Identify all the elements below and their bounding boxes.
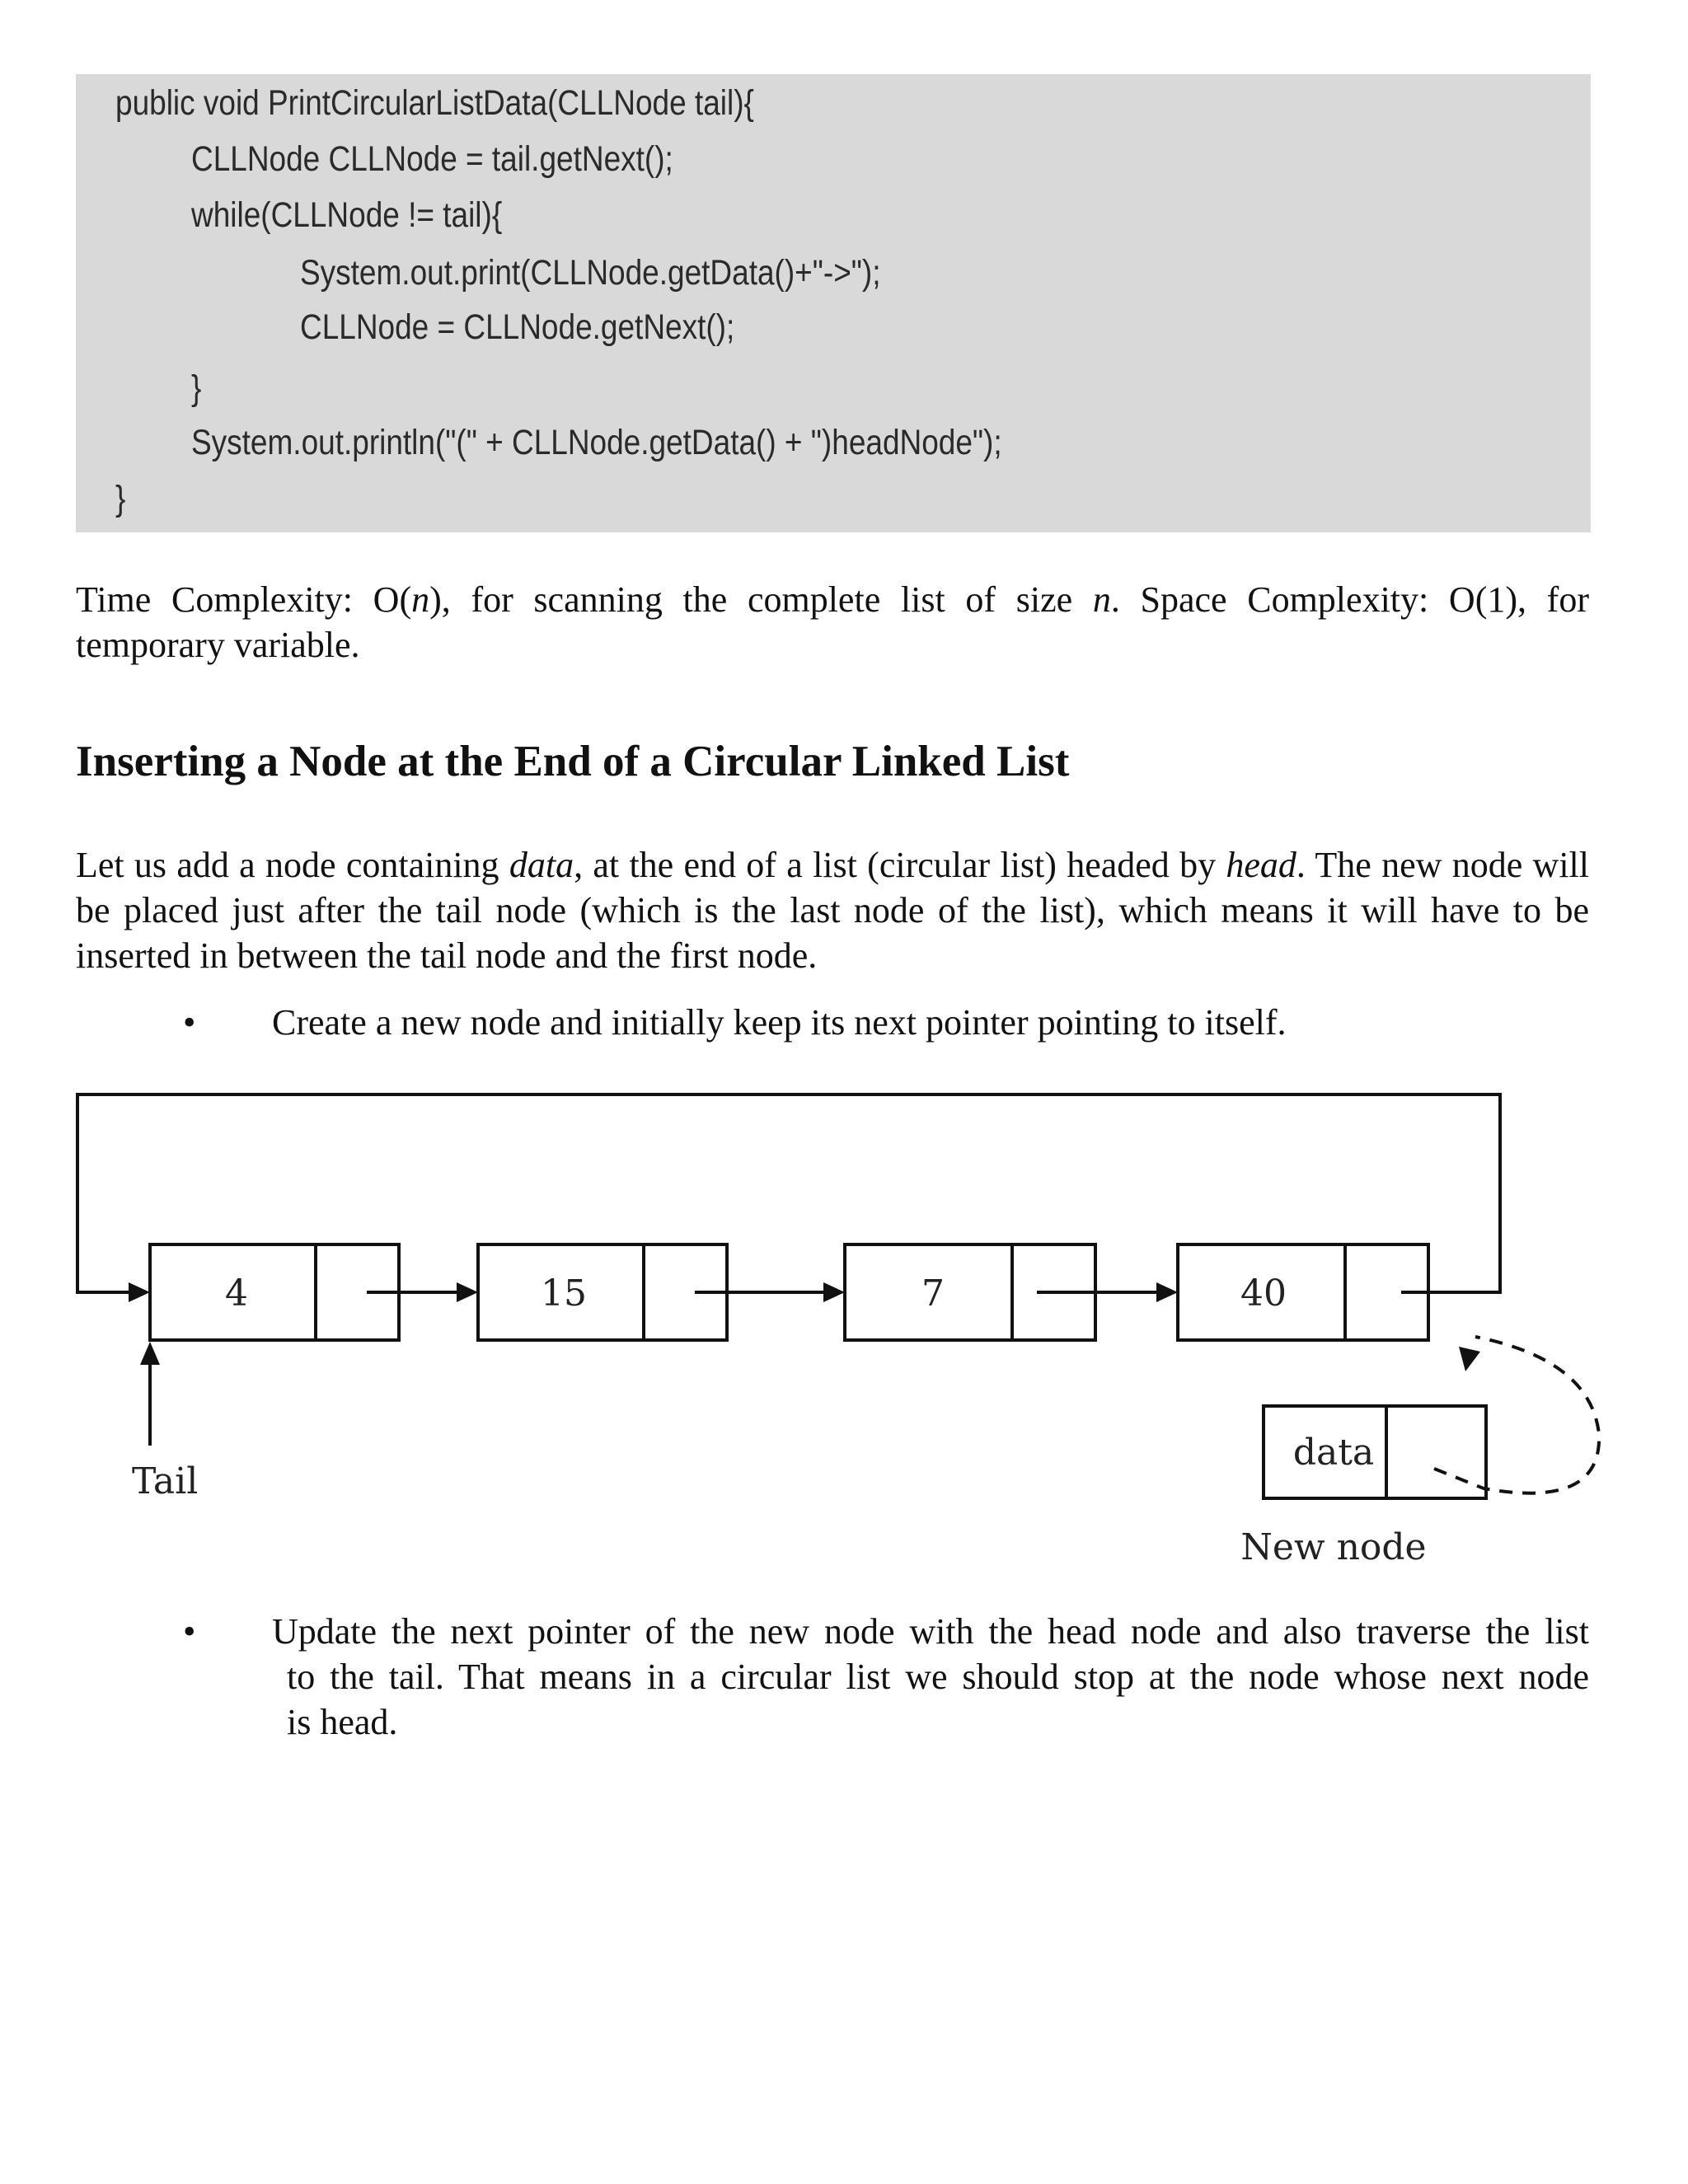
- complexity-n: n: [1092, 579, 1111, 620]
- complexity-n: n: [411, 579, 430, 620]
- complexity-text: Time Complexity: O(: [76, 579, 412, 620]
- circular-list-diagram: [0, 1071, 1688, 1599]
- code-line: public void PrintCircularListData(CLLNode tail){: [115, 83, 754, 123]
- bullet-line: is head.: [287, 1702, 398, 1742]
- intro-head-word: head: [1226, 845, 1296, 885]
- list-node: [1178, 1244, 1428, 1340]
- bullet-line: to the tail. That means in a circular list we should stop at the node whose next node: [287, 1657, 1589, 1697]
- arrowhead: [1459, 1347, 1480, 1371]
- code-block: [76, 74, 1591, 532]
- arrowhead: [129, 1282, 150, 1302]
- code-line: CLLNode = CLLNode.getNext();: [300, 307, 735, 347]
- intro-text: Let us add a node containing: [76, 845, 509, 885]
- list-node: [478, 1244, 727, 1340]
- arrowhead: [140, 1342, 160, 1365]
- bullet-line: Update the next pointer of the new node with the head node and also traverse the list: [272, 1611, 1589, 1652]
- intro-data-word: data: [509, 845, 574, 885]
- complexity-text: ), for scanning the complete list of size: [429, 579, 1093, 620]
- complexity-paragraph: [76, 577, 1589, 668]
- code-line: while(CLLNode != tail){: [191, 195, 503, 235]
- arrowhead: [823, 1282, 845, 1302]
- code-line: System.out.println("(" + CLLNode.getData() + ")headNode");: [191, 423, 1002, 462]
- bullet-symbol: •: [183, 1002, 196, 1043]
- node-value: 15: [541, 1272, 587, 1315]
- node-value: 7: [921, 1272, 945, 1315]
- complexity-text: . Space Complexity: O(1), for: [1110, 579, 1589, 620]
- arrowhead: [457, 1282, 478, 1302]
- code-line: CLLNode CLLNode = tail.getNext();: [191, 139, 673, 179]
- intro-paragraph: [76, 842, 1589, 978]
- new-node-label: New node: [1240, 1526, 1427, 1568]
- intro-text: . The new node will be placed just after the tail node (which is the last node of the list), which means it will have to be inserted in between the tail node and the first node.: [76, 845, 1589, 976]
- bullet-text: Create a new node and initially keep its next pointer pointing to itself.: [272, 1002, 1287, 1043]
- list-node: [150, 1244, 399, 1340]
- node-value: 4: [225, 1272, 248, 1315]
- bullet-symbol: •: [183, 1611, 196, 1652]
- complexity-text: temporary variable.: [76, 625, 360, 665]
- bullet-text: [272, 1609, 1589, 1745]
- intro-text: , at the end of a list (circular list) headed by: [574, 845, 1226, 885]
- arrowhead: [1156, 1282, 1178, 1302]
- code-line: }: [191, 368, 202, 408]
- code-line: }: [115, 479, 126, 518]
- tail-label: Tail: [132, 1460, 199, 1502]
- new-node-value: data: [1292, 1432, 1375, 1474]
- section-heading: Inserting a Node at the End of a Circular Linked List: [76, 738, 1070, 785]
- node-value: 40: [1240, 1272, 1287, 1315]
- code-line: System.out.print(CLLNode.getData()+"->");: [300, 253, 881, 293]
